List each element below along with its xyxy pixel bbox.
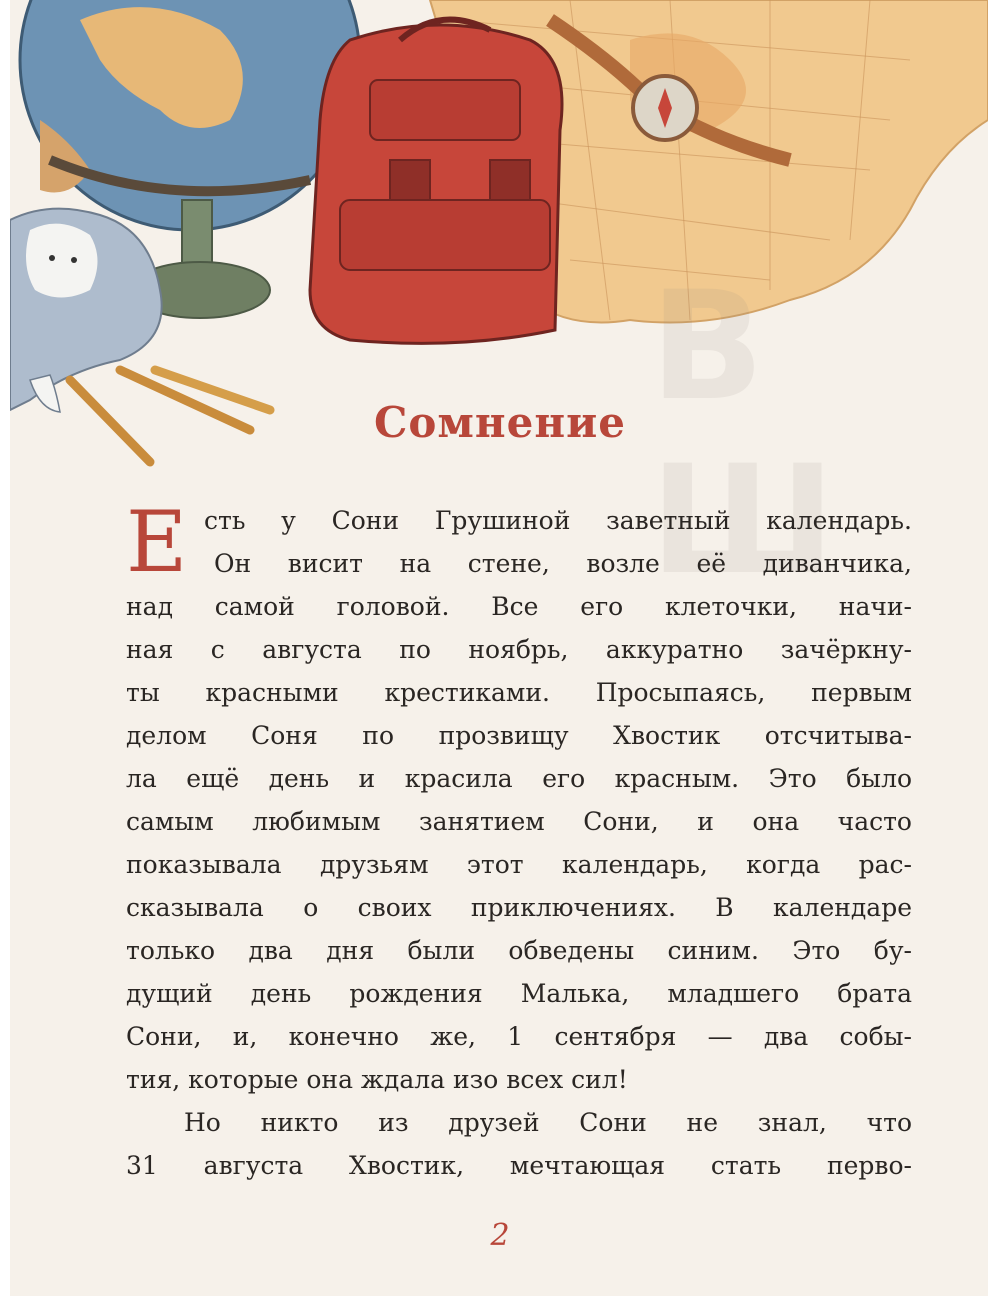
text-line: Но никто из друзей Сони не знал, что: [184, 1108, 912, 1137]
backpack-illustration: [310, 20, 562, 344]
text-line: показывала друзьям этот календарь, когда рас-: [126, 850, 912, 879]
text-line: над самой головой. Все его клеточки, начи-: [126, 592, 912, 621]
drop-cap: Е: [126, 493, 188, 591]
chapter-title: Сомнение: [373, 398, 626, 447]
text-line: дущий день рождения Малька, младшего брата: [126, 979, 912, 1008]
text-line: 31 августа Хвостик, мечтающая стать перво-: [126, 1151, 912, 1180]
book-page: [10, 0, 988, 1296]
text-line: только два дня были обведены синим. Это бу-: [126, 936, 912, 965]
text-line: сть у Сони Грушиной заветный календарь.: [204, 506, 912, 535]
page-number: 2: [490, 1218, 510, 1253]
text-line: ная с августа по ноябрь, аккуратно зачёркну-: [126, 635, 912, 664]
text-line: ла ещё день и красила его красным. Это было: [126, 764, 912, 793]
text-line: Он висит на стене, возле её диванчика,: [214, 549, 912, 578]
text-line: сказывала о своих приключениях. В календаре: [126, 893, 912, 922]
text-line: Сони, и, конечно же, 1 сентября — два собы-: [126, 1022, 912, 1051]
background-watermark: В Ш: [650, 260, 836, 608]
text-line: делом Соня по прозвищу Хвостик отсчитыва-: [126, 721, 912, 750]
text-line: ты красными крестиками. Просыпаясь, первым: [126, 678, 912, 707]
text-line: самым любимым занятием Сони, и она часто: [126, 807, 912, 836]
text-line: тия, которые она ждала изо всех сил!: [126, 1065, 628, 1094]
